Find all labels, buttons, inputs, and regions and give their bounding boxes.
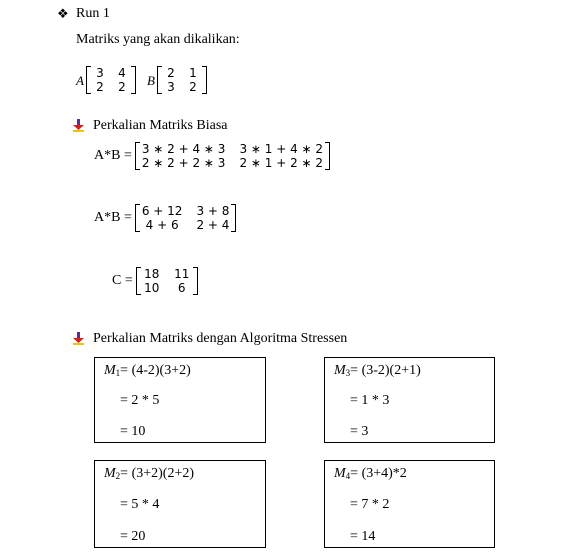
matrix-cell: 2 xyxy=(96,79,104,94)
section-title-matriks-biasa: Perkalian Matriks Biasa xyxy=(93,118,228,133)
arrow-bullet-icon xyxy=(72,119,85,132)
box-result: = 20 xyxy=(120,529,146,544)
matrix-cell: 2 xyxy=(167,65,175,80)
matrix-cell: 18 xyxy=(144,267,160,281)
matrix-cell: 10 xyxy=(144,281,160,295)
intro-text: Matriks yang akan dikalikan: xyxy=(76,32,240,47)
equation-3 xyxy=(112,267,198,295)
box-m2 xyxy=(94,460,266,548)
matrix-cell: 11 xyxy=(174,267,190,281)
equation-lhs: A*B = xyxy=(94,210,132,225)
matrix-cell: 3 ∗ 2 + 4 ∗ 3 xyxy=(141,142,226,156)
equation-lhs: C = xyxy=(112,273,133,288)
matrix-cell: 3 xyxy=(96,65,104,80)
matrix-cell: 1 xyxy=(189,65,197,80)
equation-1 xyxy=(94,142,330,170)
equation-2 xyxy=(94,204,236,232)
box-expression: $M_2= (3+2)(2+2)$ xyxy=(104,466,195,481)
box-m4 xyxy=(324,460,495,548)
box-expression: $M_4= (3+4)*2$ xyxy=(334,466,407,481)
box-step: = 1 * 3 xyxy=(350,393,390,408)
box-step: = 7 * 2 xyxy=(350,497,390,512)
box-result: = 10 xyxy=(120,424,146,439)
equation-2-matrix xyxy=(135,204,237,232)
matrix-a-label: A xyxy=(76,72,84,88)
matrix-cell: 2 xyxy=(118,79,126,94)
matrix-cell: 2 + 4 xyxy=(196,218,230,232)
matrix-cell: 2 ∗ 2 + 2 ∗ 3 xyxy=(141,156,226,170)
diamond-bullet-icon: ❖ xyxy=(57,6,69,21)
matrix-cell: 4 xyxy=(118,65,126,80)
box-result: = 3 xyxy=(350,424,369,439)
box-m3 xyxy=(324,357,495,443)
run-title: Run 1 xyxy=(76,6,110,21)
matrix-cell: 6 xyxy=(177,281,186,295)
matrix-b xyxy=(147,66,207,94)
box-expression: $M_3= (3-2)(2+1)$ xyxy=(334,363,421,378)
matrix-a xyxy=(76,66,136,94)
box-m1 xyxy=(94,357,266,443)
box-expression: $M_1= (4-2)(3+2)$ xyxy=(104,363,191,378)
matrix-b-label: B xyxy=(147,72,155,88)
box-result: = 14 xyxy=(350,529,376,544)
equation-lhs: A*B = xyxy=(94,148,132,163)
section-title-algoritma-stressen: Perkalian Matriks dengan Algoritma Stressen xyxy=(93,331,348,346)
matrix-cell: 2 xyxy=(189,79,197,94)
equation-3-matrix xyxy=(136,267,198,295)
matrix-cell: 2 ∗ 1 + 2 ∗ 2 xyxy=(239,156,324,170)
box-step: = 2 * 5 xyxy=(120,393,160,408)
box-step: = 5 * 4 xyxy=(120,497,160,512)
matrix-cell: 4 + 6 xyxy=(145,218,179,232)
matrix-cell: 6 + 12 xyxy=(141,204,183,218)
arrow-bullet-icon xyxy=(72,332,85,345)
matrix-b-body xyxy=(157,66,207,94)
matrix-cell: 3 ∗ 1 + 4 ∗ 2 xyxy=(239,142,324,156)
matrix-a-body xyxy=(86,66,136,94)
matrix-cell: 3 xyxy=(167,79,175,94)
equation-1-matrix xyxy=(135,142,330,170)
matrix-cell: 3 + 8 xyxy=(196,204,230,218)
